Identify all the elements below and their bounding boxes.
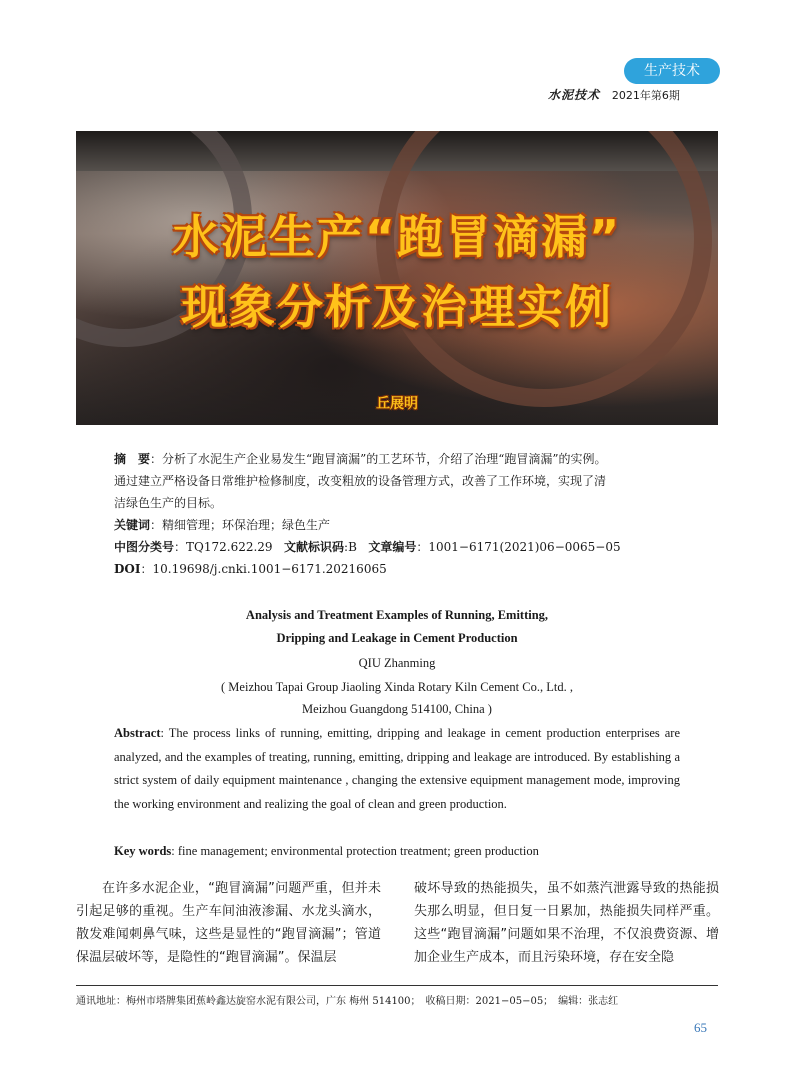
en-keywords xyxy=(114,840,680,862)
classification-line xyxy=(114,536,684,558)
clc-label: 中图分类号 xyxy=(114,540,175,554)
doccode-value: :B xyxy=(344,540,357,554)
doi-value: ：10.19698/j.cnki.1001−6171.20216065 xyxy=(140,562,387,576)
author-name-cn: 丘展明 xyxy=(376,396,418,412)
en-affiliation-line2: Meizhou Guangdong 514100, China ) xyxy=(302,702,492,716)
en-keywords-label: Key words xyxy=(114,844,172,858)
issue-number: 2021年第6期 xyxy=(611,89,680,102)
doi-label: DOI xyxy=(114,562,141,576)
page-number: 65 xyxy=(694,1020,707,1035)
abstract-label-cn: 摘 要 xyxy=(114,452,151,466)
footnote: 通讯地址：梅州市塔牌集团蕉岭鑫达旋窑水泥有限公司，广东 梅州 514100； 收稿日期：2021−05−05； 编辑：张志红 xyxy=(76,996,619,1007)
keywords-cn xyxy=(114,514,684,536)
abstract-text: ：分析了水泥生产企业易发生“跑冒滴漏”的工艺环节，介绍了治理“跑冒滴漏”的实例。 xyxy=(150,452,607,466)
journal-name: 水泥技术 xyxy=(548,88,601,102)
en-author: QIU Zhanming xyxy=(358,656,436,670)
en-abstract-label: Abstract xyxy=(114,726,161,740)
keywords-label-cn: 关键词 xyxy=(114,518,151,532)
abstract-text: 通过建立严格设备日常维护检修制度，改变粗放的设备管理方式，改善了工作环境，实现了清 xyxy=(114,474,607,488)
clc-value: ：TQ172.622.29 xyxy=(174,540,273,554)
footnote-rule xyxy=(76,985,718,986)
body-column-right: 破坏导致的热能损失，虽不如蒸汽泄露导致的热能损失那么明显，但日复一日累加，热能损失同样严重。这些“跑冒滴漏”问题如果不治理，不仅浪费资源、增加企业生产成本，而且污染环境，存在安全隐 xyxy=(414,881,719,965)
article-no-value: ：1001−6171(2021)06−0065−05 xyxy=(416,540,621,554)
doccode-label: 文献标识码 xyxy=(284,540,345,554)
en-keywords-text: : fine management; environmental protection treatment; green production xyxy=(171,844,539,858)
abstract-text: 洁绿色生产的目标。 xyxy=(114,496,223,510)
section-tag: 生产技术 xyxy=(624,58,720,84)
en-title-line2: Dripping and Leakage in Cement Production xyxy=(276,631,518,645)
doi-line xyxy=(114,558,684,580)
en-abstract xyxy=(114,722,680,816)
banner-image xyxy=(76,131,718,425)
cn-abstract-line xyxy=(114,448,684,470)
article-title-line1: 水泥生产“跑冒滴漏” xyxy=(172,210,622,264)
article-no-label: 文章编号 xyxy=(368,540,417,554)
cn-abstract xyxy=(114,448,684,580)
article-title-line2: 现象分析及治理实例 xyxy=(181,280,613,334)
en-affiliation-line1: ( Meizhou Tapai Group Jiaoling Xinda Rotary Kiln Cement Co., Ltd. , xyxy=(221,680,573,694)
journal-header xyxy=(548,86,680,103)
body-column-left: 在许多水泥企业，“跑冒滴漏”问题严重，但并未引起足够的重视。生产车间油液渗漏、水龙头滴水，散发难闻刺鼻气味，这些是显性的“跑冒滴漏”；管道保温层破坏等，是隐性的“跑冒滴漏”。保温层 xyxy=(76,881,381,965)
banner-roller xyxy=(376,131,712,407)
en-title-line1: Analysis and Treatment Examples of Running, Emitting, xyxy=(245,608,549,622)
en-abstract-text: : The process links of running, emitting, dripping and leakage in cement production enterprises are analyzed, and the examples of treating, running, emitting, dripping and leakage are introduced. By establishing a strict system of daily equipment maintenance , changing the extensive equipment management mode, improving the working environment and realizing the goal of clean and green production. xyxy=(114,726,680,811)
keywords-text-cn: ：精细管理；环保治理；绿色生产 xyxy=(150,518,331,532)
